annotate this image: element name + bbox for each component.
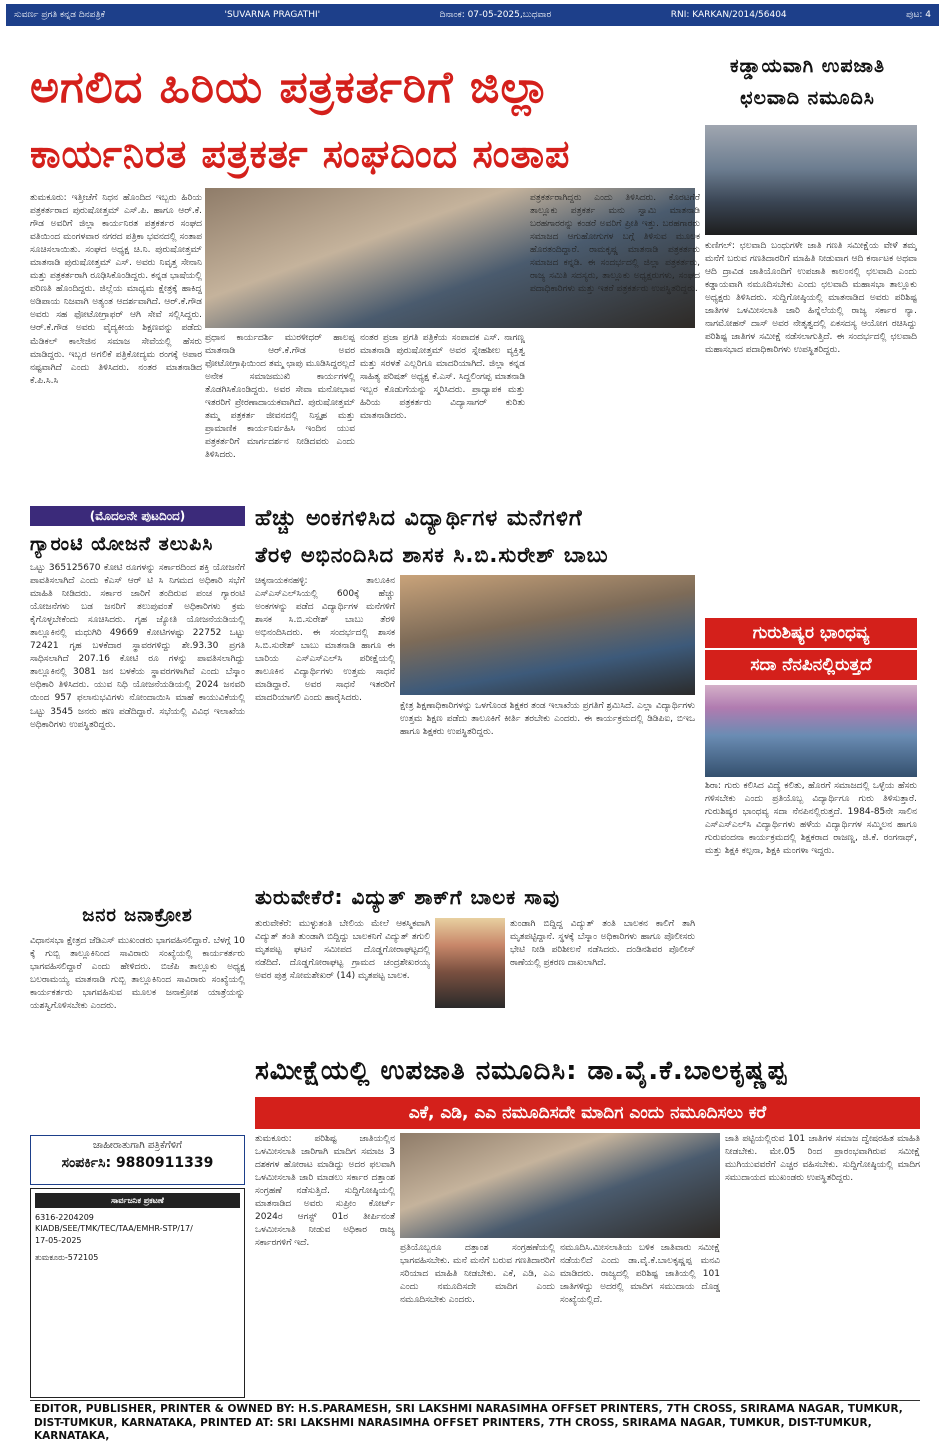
main-story-col1: ತುಮಕೂರು: ಇತ್ತೀಚೆಗೆ ನಿಧನ ಹೊಂದಿದ ಇಬ್ಬರು ಹಿರಿಯ ಪತ್ರಕರ್ತರಾದ ಪುರುಷೋತ್ತಮ್ ಎಸ್.ಪಿ. ಹಾಗೂ ಆರ್.ಕೆ. ಗೌಡ ಅವರಿಗೆ ಜಿಲ್ಲಾ ಕಾರ್ಯನಿರತ ಪತ್ರಕರ್ತರ ಸಂಘದ ವತಿಯಿಂದ ಮಂಗಳವಾರ ನಗರದ ಪತ್ರಿಕಾ ಭವನದಲ್ಲಿ ಸಂತಾಪ ಸೂಚಿಸಲಾಯಿತು. ಸಂಘದ ಅಧ್ಯಕ್ಷ ಚಿ.ನಿ. ಪುರುಷೋತ್ತಮ್ ಮಾತನಾಡಿ ಪುರುಷೋತ್ತಮ್ ಎಸ್. ಅವರು ನಿವೃತ್ತ ಸೇನಾನಿ ಮತ್ತು ಪತ್ರಕರ್ತರಾಗಿ ರೂಢಿಸಿಕೊಂಡಿದ್ದರು. ಕನ್ನಡ ಭಾಷೆಯಲ್ಲಿ ಪರಿಣತಿ ಹೊಂದಿದ್ದರು. ಜಿಲ್ಲೆಯ ಮಾಧ್ಯಮ ಕ್ಷೇತ್ರಕ್ಕೆ ಹಾಕಿದ್ದ ಅಡಿಪಾಯ ನಿಜವಾಗಿ ಅತ್ಯಂತ ಆದರ್ಶವಾಗಿದೆ. ಆರ್.ಕೆ.ಗೌಡ ಅವರು ಸಹ ಫೋಟೋಗ್ರಾಫರ್ ಆಗಿ ಸೇವೆ ಸಲ್ಲಿಸಿದ್ದರು. ಆರ್.ಕೆ.ಗೌಡ ಅವರು ವೈದ್ಯಕೀಯ ಶಿಕ್ಷಣವನ್ನು ಪಡೆದು ಮೆಡಿಕಲ್ ಕಾಲೇಜಿನ ಸಮಾಜ ಸೇವೆಯಲ್ಲಿ ಹೆಸರು ಮಾಡಿದ್ದರು. ಇಬ್ಬರ ಅಗಲಿಕೆ ಪತ್ರಿಕೋದ್ಯಮ ರಂಗಕ್ಕೆ ಅಪಾರ ನಷ್ಟವಾಗಿದೆ ಎಂದು ತಿಳಿಸಿದರು. ನಂತರ ಮಾತನಾಡಿದ ಕೆ.ಪಿ.ಸಿ.ಸಿ [30, 193, 202, 386]
samikshe-col1: ತುಮಕೂರು: ಪರಿಶಿಷ್ಟ ಜಾತಿಯಲ್ಲಿನ ಒಳಮೀಸಲಾತಿ ಜಾರಿಗಾಗಿ ಮಾದಿಗ ಸಮಾಜ 3 ದಶಕಗಳ ಹೋರಾಟ ಮಾಡಿದ್ದು ಅದರ ಫಲವಾಗಿ ಒಳಮೀಸಲಾತಿ ಜಾರಿ ಮಾಡಲು ಸರ್ಕಾರ ದತ್ತಾಂಶ ಸಂಗ್ರಹಣೆ ನಡೆಸುತ್ತಿದೆ. ಸುದ್ದಿಗೋಷ್ಠಿಯಲ್ಲಿ ಮಾತನಾಡಿದ ಅವರು ಸುಪ್ರೀಂ ಕೋರ್ಟ್ 2024ರ ಆಗಸ್ಟ್ 01ರ ತೀರ್ಪಿನಂತೆ ಒಳಮೀಸಲಾತಿ ನೀಡುವ ಅಧಿಕಾರ ರಾಜ್ಯ ಸರ್ಕಾರಗಳಿಗೆ ಇದೆ. [255, 1134, 395, 1249]
samikshe-col2: ಪ್ರತಿಯೊಬ್ಬರೂ ದತ್ತಾಂಶ ಸಂಗ್ರಹಣೆಯಲ್ಲಿ ಭಾಗವಹಿಸಬೇಕು. ಮನೆ ಮನೆಗೆ ಬರುವ ಗಣತಿದಾರರಿಗೆ ಸರಿಯಾದ ಮಾಹಿತಿ ನೀಡಬೇಕು. ಎಕೆ, ಎಡಿ, ಎಎ ಎಂದು ನಮೂದಿಸದೇ ಮಾದಿಗ ಎಂದು ನಮೂದಿಸಬೇಕು ಎಂದರು. [400, 1243, 555, 1306]
notice-place: ತುಮಕೂರು-572105 [35, 1252, 99, 1262]
ad-contact-box [30, 1135, 245, 1185]
masthead-page-number: ಪುಟ: 4 [906, 10, 931, 20]
electric-col2: ತುಂಡಾಗಿ ಬಿದ್ದಿದ್ದ ವಿದ್ಯುತ್ ತಂತಿ ಬಾಲಕನ ಕಾಲಿಗೆ ತಾಗಿ ಮೃತಪಟ್ಟಿದ್ದಾನೆ. ಸ್ಥಳಕ್ಕೆ ಬೆಸ್ಕಾಂ ಅಧಿಕಾರಿಗಳು ಹಾಗೂ ಪೊಲೀಸರು ಭೇಟಿ ನೀಡಿ ಪರಿಶೀಲನೆ ನಡೆಸಿದರು. ದಂಡಿನಶಿವರ ಪೊಲೀಸ್ ಠಾಣೆಯಲ್ಲಿ ಪ್ರಕರಣ ದಾಖಲಾಗಿದೆ. [510, 919, 695, 969]
students-headline-line1: ಹೆಚ್ಚು ಅಂಕಗಳಿಸಿದ ವಿದ್ಯಾರ್ಥಿಗಳ ಮನೆಗಳಿಗೆ [255, 506, 583, 531]
samikshe-photo [400, 1133, 720, 1238]
janara-body: ವಿಧಾನಸಭಾ ಕ್ಷೇತ್ರದ ಜೆಡಿಎಸ್ ಮುಖಂಡರು ಭಾಗವಹಿಸಲಿದ್ದಾರೆ. ಬೆಳಗ್ಗೆ 10 ಕ್ಕೆ ಗುಬ್ಬಿ ತಾಲ್ಲೂಕಿನಿಂದ ಸಾವಿರಾರು ಸಂಖ್ಯೆಯಲ್ಲಿ ಕಾರ್ಯಕರ್ತರು ಭಾಗವಹಿಸಲಿದ್ದಾರೆ ಎಂದು ಹೇಳಿದರು. ಬಿಜೆಪಿ ತಾಲ್ಲೂಕು ಅಧ್ಯಕ್ಷ ಬಲರಾಮಯ್ಯ ಮಾತನಾಡಿ ಗುಬ್ಬಿ ತಾಲ್ಲೂಕಿನಿಂದ ಸಾವಿರಾರು ಸಂಖ್ಯೆಯಲ್ಲಿ ಕಾರ್ಯಕರ್ತರು ಭಾಗವಹಿಸುವ ಮೂಲಕ ಜನಾಕ್ರೋಶ ಯಾತ್ರೆಯನ್ನು ಯಶಸ್ವಿಗೊಳಿಸಬೇಕು ಎಂದರು. [30, 936, 245, 1012]
electric-headline: ತುರುವೇಕೆರೆ: ವಿದ್ಯುತ್ ಶಾಕ್‌ಗೆ ಬಾಲಕ ಸಾವು [255, 885, 561, 909]
guru-headline-line2: ಸದಾ ನೆನಪಿನಲ್ಲಿರುತ್ತದೆ [705, 650, 917, 680]
sidebar-photo [705, 125, 917, 235]
main-story-col4: ಪತ್ರಕರ್ತರಾಗಿದ್ದರು ಎಂದು ತಿಳಿಸಿದರು. ಕೊರಟಗೆರೆ ತಾಲ್ಲೂಕು ಪತ್ರಕರ್ತ ಮನು ಸ್ವಾಮಿ ಮಾತನಾಡಿ ಬರಹಗಾರರನ್ನು ಕಂಡರೆ ಅವರಿಗೆ ಪ್ರೀತಿ ಇತ್ತು. ಬರಹಗಾರರು ಸಮಾಜದ ಆಗುಹೋಗುಗಳ ಬಗ್ಗೆ ತಿಳಿಸುವ ಮೂಲಕ ಹೊರತಂದಿದ್ದಾರೆ. ರಾಮಕೃಷ್ಣ ಮಾತನಾಡಿ ಪತ್ರಕರ್ತರು ಸಮಾಜದ ಕನ್ನಡಿ. ಈ ಸಂದರ್ಭದಲ್ಲಿ ಜಿಲ್ಲಾ ಪತ್ರಕರ್ತರು, ರಾಜ್ಯ ಸಮಿತಿ ಸದಸ್ಯರು, ತಾಲ್ಲೂಕು ಅಧ್ಯಕ್ಷರುಗಳು, ಸಂಘದ ಪದಾಧಿಕಾರಿಗಳು ಮತ್ತು ಇತರೆ ಪತ್ರಕರ್ತರು ಉಪಸ್ಥಿತರಿದ್ದರು. [530, 193, 700, 295]
samikshe-col4: ಜಾತಿ ಪಟ್ಟಿಯಲ್ಲಿರುವ 101 ಜಾತಿಗಳ ಸಮಾಜ ದ್ವೇಷರಹಿತ ಮಾಹಿತಿ ನೀಡಬೇಕು. ಮೇ.05 ರಿಂದ ಪ್ರಾರಂಭವಾಗಿರುವ ಸಮೀಕ್ಷೆ ಮುಗಿಯುವವರೆಗೆ ಎಚ್ಚರ ವಹಿಸಬೇಕು. ಸುದ್ದಿಗೋಷ್ಠಿಯಲ್ಲಿ ಮಾದಿಗ ಸಮುದಾಯದ ಮುಖಂಡರು ಉಪಸ್ಥಿತರಿದ್ದರು. [725, 1134, 920, 1184]
masthead-paper-name: ಸುವರ್ಣ ಪ್ರಗತಿ ಕನ್ನಡ ದಿನಪತ್ರಿಕೆ [14, 10, 105, 20]
guarantee-headline: ಗ್ಯಾರಂಟಿ ಯೋಜನೆ ತಲುಪಿಸಿ [30, 533, 214, 555]
guru-photo [705, 685, 917, 777]
janara-headline: ಜನರ ಜನಾಕ್ರೋಶ [82, 905, 193, 926]
ad-title: ಜಾಹೀರಾತುಗಾಗಿ ಪತ್ರಿಕೆಗೆಳಿಗೆ [93, 1140, 182, 1151]
students-headline-line2: ತೆರಳಿ ಅಭಿನಂದಿಸಿದ ಶಾಸಕ ಸಿ.ಬಿ.ಸುರೇಶ್ ಬಾಬು [255, 543, 609, 567]
students-col1: ಚಿಕ್ಕನಾಯಕನಹಳ್ಳಿ: ತಾಲೂಕಿನ ಎಸ್‌ಎಸ್‌ಎಲ್‌ಸಿಯಲ್ಲಿ 600ಕ್ಕೆ ಹೆಚ್ಚು ಅಂಕಗಳನ್ನು ಪಡೆದ ವಿದ್ಯಾರ್ಥಿಗಳ ಮನೆಗಳಿಗೆ ಶಾಸಕ ಸಿ.ಬಿ.ಸುರೇಶ್ ಬಾಬು ತೆರಳಿ ಅಭಿನಂದಿಸಿದರು. ಈ ಸಂದರ್ಭದಲ್ಲಿ ಶಾಸಕ ಸಿ.ಬಿ.ಸುರೇಶ್ ಬಾಬು ಮಾತನಾಡಿ ಹಾಗೂ ಈ ಬಾರಿಯ ಎಸ್‌ಎಸ್‌ಎಲ್‌ಸಿ ಪರೀಕ್ಷೆಯಲ್ಲಿ ತಾಲೂಕಿನ ವಿದ್ಯಾರ್ಥಿಗಳು ಉತ್ತಮ ಸಾಧನೆ ಮಾಡಿದ್ದಾರೆ. ಅವರ ಸಾಧನೆ ಇತರರಿಗೆ ಮಾದರಿಯಾಗಲಿ ಎಂದು ಹಾರೈಸಿದರು. [255, 576, 395, 704]
samikshe-col3: ನಮೂದಿಸಿ.ಮೀಸಲಾತಿಯ ಬಳಿಕ ಜಾತಿವಾರು ಸಮೀಕ್ಷೆ ನಡೆಯಲಿದೆ ಎಂದು ಡಾ.ವೈ.ಕೆ.ಬಾಲಕೃಷ್ಣಪ್ಪ ಮನವಿ ಮಾಡಿದರು. ರಾಜ್ಯದಲ್ಲಿ ಪರಿಶಿಷ್ಟ ಜಾತಿಯಲ್ಲಿ 101 ಜಾತಿಗಳಿದ್ದು ಅದರಲ್ಲಿ ಮಾದಿಗ ಸಮುದಾಯ ದೊಡ್ಡ ಸಂಖ್ಯೆಯಲ್ಲಿದೆ. [560, 1243, 720, 1306]
public-notice-box [30, 1188, 245, 1398]
samikshe-headline: ಸಮೀಕ್ಷೆಯಲ್ಲಿ ಉಪಜಾತಿ ನಮೂದಿಸಿ: ಡಾ.ವೈ.ಕೆ.ಬಾಲಕೃಷ್ಣಪ್ಪ [255, 1056, 788, 1086]
notice-date: 17-05-2025 [35, 1235, 82, 1245]
masthead-bar [6, 4, 939, 26]
masthead-title: 'SUVARNA PRAGATHI' [224, 10, 321, 20]
guru-body: ಶಿರಾ: ಗುರು ಕಲಿಸಿದ ವಿದ್ಯೆ ಕಲಿತು, ಹೊರಗೆ ಸಮಾಜದಲ್ಲಿ ಒಳ್ಳೆಯ ಹೆಸರು ಗಳಿಸಬೇಕು ಎಂದು ಪ್ರತಿಯೊಬ್ಬ ವಿದ್ಯಾರ್ಥಿಗೂ ಗುರು ತಿಳಿಸುತ್ತಾರೆ. ಗುರುಶಿಷ್ಯರ ಭಾಂಧವ್ಯ ಸದಾ ನೆನಪಿನಲ್ಲಿರುತ್ತದೆ. 1984-85ನೇ ಸಾಲಿನ ಎಸ್‌ಎಸ್‌ಎಲ್‌ಸಿ ವಿದ್ಯಾರ್ಥಿಗಳು ಹಳೆಯ ವಿದ್ಯಾರ್ಥಿಗಳ ಸಮ್ಮಿಲನ ಹಾಗೂ ಗುರುವಂದನಾ ಕಾರ್ಯಕ್ರಮದಲ್ಲಿ ಶಿಕ್ಷಕರಾದ ರಾಜಣ್ಣ, ಜಿ.ಕೆ. ರಂಗನಾಥ್, ಮತ್ತು ಶಿಕ್ಷಕಿ ಕಲ್ಪನಾ, ಶಿಕ್ಷಕಿ ಮಂಗಳಾ ಇದ್ದರು. [705, 781, 917, 857]
electric-col1: ತುರುವೇಕೆರೆ: ಮುಳ್ಳುತಂತಿ ಬೇಲಿಯ ಮೇಲೆ ಆಕಸ್ಮಿಕವಾಗಿ ವಿದ್ಯುತ್ ತಂತಿ ತುಂಡಾಗಿ ಬಿದ್ದಿದ್ದು ಬಾಲಕನಿಗೆ ವಿದ್ಯುತ್ ತಗುಲಿ ಮೃತಪಟ್ಟ ಘಟನೆ ಸಮೀಪದ ದೊಡ್ಡಗೋರಾಘಟ್ಟದಲ್ಲಿ ನಡೆದಿದೆ. ದೊಡ್ಡಗೋರಾಘಟ್ಟ ಗ್ರಾಮದ ಚಂದ್ರಶೇಖರಯ್ಯ ಅವರ ಪುತ್ರ ಸೋಮಶೇಖರ್ (14) ಮೃತಪಟ್ಟ ಬಾಲಕ. [255, 919, 430, 982]
sidebar-headline-line1: ಕಡ್ಡಾಯವಾಗಿ ಉಪಜಾತಿ [729, 55, 886, 77]
main-story-col3: ನಂತರ ಪ್ರಜಾ ಪ್ರಗತಿ ಪತ್ರಿಕೆಯ ಸಂಪಾದಕ ಎಸ್. ನಾಗಣ್ಣ ಮಾತನಾಡಿ ಪುರುಷೋತ್ತಮ್ ಅವರ ಸ್ನೇಹಶೀಲ ವ್ಯಕ್ತಿತ್ವ ಮತ್ತು ಸರಳತೆ ಎಲ್ಲರಿಗೂ ಮಾದರಿಯಾಗಿದೆ. ಜಿಲ್ಲಾ ಕನ್ನಡ ಸಾಹಿತ್ಯ ಪರಿಷತ್ ಅಧ್ಯಕ್ಷ ಕೆ.ಎಸ್. ಸಿದ್ದಲಿಂಗಪ್ಪ ಮಾತನಾಡಿ ಇಬ್ಬರ ಕೊಡುಗೆಯನ್ನು ಸ್ಮರಿಸಿದರು. ಪ್ರಾಧ್ಯಾಪಕ ಮತ್ತು ಹಿರಿಯ ಪತ್ರಕರ್ತರು ವಿದ್ಯಾಸಾಗರ್ ಕುರಿತು ಮಾತನಾಡಿದರು. [360, 333, 525, 422]
masthead-rni: RNI: KARKAN/2014/56404 [670, 10, 787, 20]
sidebar-body: ಕುಣಿಗಲ್: ಛಲವಾದಿ ಬಂಧುಗಳೇ ಜಾತಿ ಗಣತಿ ಸಮೀಕ್ಷೆಯ ವೇಳೆ ತಮ್ಮ ಮನೆಗೆ ಬರುವ ಗಣತಿದಾರರಿಗೆ ಮಾಹಿತಿ ನೀಡುವಾಗ ಆದಿ ಕರ್ನಾಟಕ ಅಥವಾ ಆದಿ ದ್ರಾವಿಡ ಜಾತಿಯೊಂದಿಗೆ ಉಪಜಾತಿ ಕಾಲಂನಲ್ಲಿ ಛಲವಾದಿ ಎಂದು ಕಡ್ಡಾಯವಾಗಿ ನಮೂದಿಸಬೇಕು ಎಂದು ಛಲವಾದಿ ಮಹಾಸಭಾ ತಾಲ್ಲೂಕು ಅಧ್ಯಕ್ಷರು ತಿಳಿಸಿದರು. ಸುದ್ದಿಗೋಷ್ಠಿಯಲ್ಲಿ ಮಾತನಾಡಿದ ಅವರು ಪರಿಶಿಷ್ಟ ಜಾತಿಗಳ ಒಳಮೀಸಲಾತಿ ಜಾರಿ ಹಿನ್ನೆಲೆಯಲ್ಲಿ ರಾಜ್ಯ ಸರ್ಕಾರ ನ್ಯಾ. ನಾಗಮೋಹನ್ ದಾಸ್ ಅವರ ನೇತೃತ್ವದಲ್ಲಿ ಏಕಸದಸ್ಯ ಆಯೋಗ ರಚಿಸಿದ್ದು ಪರಿಶಿಷ್ಟ ಜಾತಿಗಳ ಸಮೀಕ್ಷೆ ನಡೆಸಲಾಗುತ್ತಿದೆ. ಈ ಸಂದರ್ಭದಲ್ಲಿ ಛಲವಾದಿ ಮಹಾಸಭಾದ ಪದಾಧಿಕಾರಿಗಳು ಉಪಸ್ಥಿತರಿದ್ದರು. [705, 241, 917, 356]
footer-imprint: EDITOR, PUBLISHER, PRINTER & OWNED BY: H.S.PARAMESH, SRI LAKSHMI NARASIMHA OFFSET PRINTERS, 7TH CROSS, SRIRAMA NAGAR, TUMKUR, DIST-TUMKUR, KARNATAKA, PRINTED AT: SRI LAKSHMI NARASIMHA OFFSET PRINTERS, 7TH CROSS, SRIRAMA NAGAR, TUMKUR, DIST-TUMKUR, KARNATAKA, [34, 1403, 903, 1443]
ad-phone: ಸಂಪರ್ಕಿಸಿ: 9880911339 [61, 1155, 214, 1171]
notice-title: ಸಾರ್ವಜನಿಕ ಪ್ರಕಟಣೆ [35, 1193, 240, 1208]
guarantee-body: ಒಟ್ಟು 365125670 ಕೋಟಿ ರೂಗಳನ್ನು ಸರ್ಕಾರದಿಂದ ಶಕ್ತಿ ಯೋಜನೆಗೆ ಪಾವತಿಸಲಾಗಿದೆ ಎಂದು ಕೆಎಸ್ ಆರ್ ಟಿ ಸಿ ನಿಗಮದ ಅಧಿಕಾರಿ ಸಭೆಗೆ ಮಾಹಿತಿ ನೀಡಿದರು. ಸರ್ಕಾರ ಜಾರಿಗೆ ತಂದಿರುವ ಪಂಚ ಗ್ಯಾರಂಟಿ ಯೋಜನೆಗಳು ಬಡ ಜನರಿಗೆ ತಲುಪುವಂತೆ ಅಧಿಕಾರಿಗಳು ಕ್ರಮ ಕೈಗೊಳ್ಳಬೇಕೆಂದು ಸೂಚಿಸಿದರು. ಗೃಹ ಜ್ಯೋತಿ ಯೋಜನೆಯಡಿಯಲ್ಲಿ ತಾಲ್ಲೂಕಿನಲ್ಲಿ ಮಧುಗಿರಿ 49669 ಕೋಟಿಗಳಷ್ಟು 22752 ಒಟ್ಟು 72421 ಗೃಹ ಬಳಕೆದಾರ ಸ್ಥಾವರಗಳಿದ್ದು ಶೇ.93.30 ಪ್ರಗತಿ ಸಾಧಿಸಲಾಗಿದೆ 207.16 ಕೋಟಿ ರೂ ಗಳನ್ನು ಪಾವತಿಸಲಾಗಿದ್ದು ತಾಲ್ಲೂಕಿನಲ್ಲಿ 3081 ಜನ ಬಳಕೆಯ ಸ್ಥಾವರಗಳಾಗಿವೆ ಎಂದು ಬೆಸ್ಕಾಂ ಅಧಿಕಾರಿ ತಿಳಿಸಿದರು. ಯುವ ನಿಧಿ ಯೋಜನೆಯಡಿಯಲ್ಲಿ 2024 ಜನವರಿ ಯಿಂದ 957 ಫಲಾನುಭವಿಗಳು ನೋಂದಾಯಿಸಿ ಮಾಹೆ ಕಾಯುವಿಕೆಯಲ್ಲಿ ಒಟ್ಟು 3545 ಜನರು ಹಣ ಪಡೆದಿದ್ದಾರೆ. ಸಭೆಯಲ್ಲಿ ವಿವಿಧ ಇಲಾಖೆಯ ಅಧಿಕಾರಿಗಳು ಉಪಸ್ಥಿತರಿದ್ದರು. [30, 563, 245, 730]
students-photo [400, 575, 695, 695]
main-headline-line2: ಕಾರ್ಯನಿರತ ಪತ್ರಕರ್ತ ಸಂಘದಿಂದ ಸಂತಾಪ [30, 132, 571, 176]
students-col2: ಕ್ಷೇತ್ರ ಶಿಕ್ಷಣಾಧಿಕಾರಿಗಳನ್ನು ಒಳಗೊಂಡ ಶಿಕ್ಷಕರ ತಂಡ ಇಲಾಖೆಯ ಪ್ರಗತಿಗೆ ಶ್ರಮಿಸಿದೆ. ಎಲ್ಲಾ ವಿದ್ಯಾರ್ಥಿಗಳು ಉತ್ತಮ ಶಿಕ್ಷಣ ಪಡೆದು ತಾಲೂಕಿಗೆ ಕೀರ್ತಿ ತರಬೇಕು ಎಂದರು. ಈ ಕಾರ್ಯಕ್ರಮದಲ್ಲಿ ಡಿಡಿಪಿಐ, ಬಿಇಒ ಹಾಗೂ ಶಿಕ್ಷಕರು ಉಪಸ್ಥಿತರಿದ್ದರು. [400, 701, 695, 738]
main-headline-line1: ಅಗಲಿದ ಹಿರಿಯ ಪತ್ರಕರ್ತರಿಗೆ ಜಿಲ್ಲಾ [30, 62, 551, 113]
samikshe-subheadline: ಎಕೆ, ಎಡಿ, ಎಎ ನಮೂದಿಸದೇ ಮಾದಿಗ ಎಂದು ನಮೂದಿಸಲು ಕರೆ [255, 1097, 920, 1129]
notice-ref: KIADB/SEE/TMK/TEC/TAA/EMHR-STP/17/ [35, 1224, 193, 1234]
sidebar-headline-line2: ಛಲವಾದಿ ನಮೂದಿಸಿ [740, 87, 875, 109]
masthead-date: ದಿನಾಂಕ: 07-05-2025,ಬುಧವಾರ [439, 10, 552, 20]
notice-num: 6316-2204209 [35, 1213, 94, 1223]
guarantee-tag: (ಮೊದಲನೇ ಪುಟದಿಂದ) [30, 506, 245, 526]
sidebar-headline [700, 50, 915, 120]
electric-victim-photo [435, 918, 505, 1008]
guru-headline-line1: ಗುರುಶಿಷ್ಯರ ಭಾಂಧವ್ಯ [705, 618, 917, 648]
footer-divider [30, 1400, 920, 1401]
main-story-col2: ಪ್ರಧಾನ ಕಾರ್ಯದರ್ಶಿ ಮುರಳೀಧರ್ ಹಾಲಪ್ಪ ಮಾತನಾಡಿ ಆರ್.ಕೆ.ಗೌಡ ಅವರ ಫೋಟೋಗ್ರಾಫಿಯಿಂದ ತಮ್ಮ ಛಾಪು ಮೂಡಿಸಿದ್ದರಲ್ಲದೆ ಅನೇಕ ಸಮಾಜಮುಖಿ ಕಾರ್ಯಗಳಲ್ಲಿ ತೊಡಗಿಸಿಕೊಂಡಿದ್ದರು. ಅವರ ಸೇವಾ ಮನೋಭಾವ ಇತರರಿಗೆ ಪ್ರೇರಣಾದಾಯಕವಾಗಿದೆ. ಪುರುಷೋತ್ತಮ್ ತಮ್ಮ ಪತ್ರಕರ್ತ ಜೀವನದಲ್ಲಿ ನಿಸ್ಪೃಹ ಮತ್ತು ಪ್ರಾಮಾಣಿಕ ಕಾರ್ಯನಿರ್ವಹಿಸಿ ಇಂದಿನ ಯುವ ಪತ್ರಕರ್ತರಿಗೆ ಮಾರ್ಗದರ್ಶನ ನೀಡಿದವರು ಎಂದು ತಿಳಿಸಿದರು. [205, 333, 355, 461]
